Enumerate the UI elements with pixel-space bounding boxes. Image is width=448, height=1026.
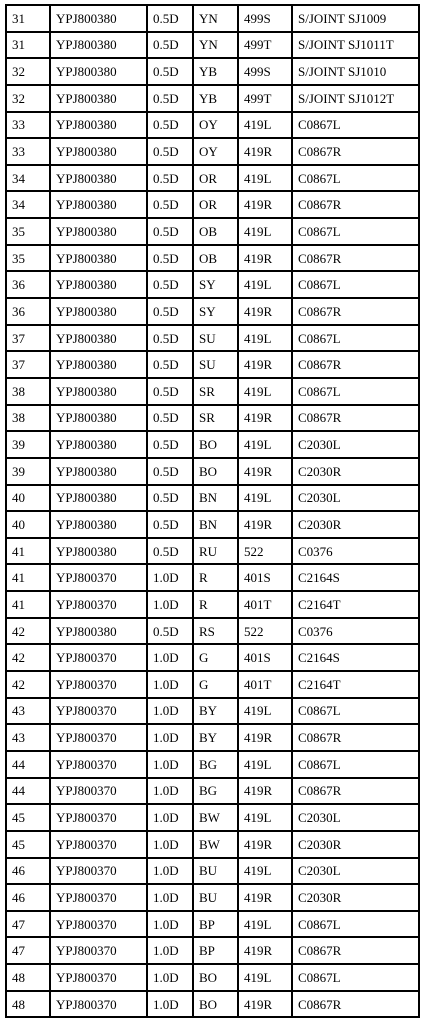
- wire-size-cell: 0.5D: [147, 58, 193, 85]
- wire-size-cell: 0.5D: [147, 378, 193, 405]
- table-row: [6, 591, 419, 618]
- wire-size-cell: 0.5D: [147, 405, 193, 432]
- circuit-code-cell: 419R: [238, 245, 292, 272]
- circuit-code-cell: 522: [238, 618, 292, 645]
- wire-color-cell: YB: [193, 58, 238, 85]
- connector-cell: C2164S: [292, 644, 419, 671]
- part-number-cell: YPJ800370: [50, 591, 147, 618]
- part-number-cell: YPJ800380: [50, 511, 147, 538]
- connector-cell: C2164T: [292, 671, 419, 698]
- pin-number-cell: 35: [6, 218, 50, 245]
- pin-number-cell: 33: [6, 112, 50, 139]
- table-row: [6, 485, 419, 512]
- part-number-cell: YPJ800370: [50, 751, 147, 778]
- pin-number-cell: 33: [6, 138, 50, 165]
- wire-color-cell: OB: [193, 218, 238, 245]
- wire-color-cell: BO: [193, 964, 238, 991]
- part-number-cell: YPJ800370: [50, 698, 147, 725]
- part-number-cell: YPJ800380: [50, 431, 147, 458]
- table-row: [6, 191, 419, 218]
- wire-size-cell: 1.0D: [147, 804, 193, 831]
- circuit-code-cell: 419L: [238, 431, 292, 458]
- table-row: [6, 112, 419, 139]
- table-row: [6, 884, 419, 911]
- table-body: [6, 5, 419, 1017]
- part-number-cell: YPJ800370: [50, 831, 147, 858]
- part-number-cell: YPJ800380: [50, 351, 147, 378]
- part-number-cell: YPJ800370: [50, 804, 147, 831]
- pin-number-cell: 47: [6, 937, 50, 964]
- circuit-code-cell: 419L: [238, 911, 292, 938]
- part-number-cell: YPJ800380: [50, 271, 147, 298]
- wire-size-cell: 0.5D: [147, 138, 193, 165]
- circuit-code-cell: 419L: [238, 218, 292, 245]
- table-row: [6, 351, 419, 378]
- wire-color-cell: BW: [193, 831, 238, 858]
- part-number-cell: YPJ800380: [50, 538, 147, 565]
- table-row: [6, 245, 419, 272]
- wire-size-cell: 0.5D: [147, 351, 193, 378]
- wire-color-cell: BN: [193, 511, 238, 538]
- pin-number-cell: 39: [6, 458, 50, 485]
- wire-color-cell: OY: [193, 112, 238, 139]
- part-number-cell: YPJ800380: [50, 165, 147, 192]
- table-row: [6, 325, 419, 352]
- pin-number-cell: 48: [6, 964, 50, 991]
- part-number-cell: YPJ800370: [50, 937, 147, 964]
- table-row: [6, 911, 419, 938]
- wire-color-cell: G: [193, 671, 238, 698]
- table-row: [6, 964, 419, 991]
- wire-color-cell: OY: [193, 138, 238, 165]
- wire-color-cell: SY: [193, 271, 238, 298]
- part-number-cell: YPJ800380: [50, 245, 147, 272]
- connector-cell: C0867R: [292, 138, 419, 165]
- connector-cell: C0376: [292, 538, 419, 565]
- circuit-code-cell: 499S: [238, 5, 292, 32]
- wire-size-cell: 0.5D: [147, 85, 193, 112]
- circuit-code-cell: 499T: [238, 32, 292, 59]
- circuit-code-cell: 419L: [238, 485, 292, 512]
- wire-size-cell: 0.5D: [147, 485, 193, 512]
- circuit-code-cell: 419L: [238, 325, 292, 352]
- connector-cell: S/JOINT SJ1010: [292, 58, 419, 85]
- connector-cell: S/JOINT SJ1011T: [292, 32, 419, 59]
- pin-number-cell: 44: [6, 778, 50, 805]
- part-number-cell: YPJ800380: [50, 618, 147, 645]
- wire-size-cell: 1.0D: [147, 884, 193, 911]
- circuit-code-cell: 419L: [238, 858, 292, 885]
- part-number-cell: YPJ800370: [50, 671, 147, 698]
- pin-number-cell: 43: [6, 724, 50, 751]
- part-number-cell: YPJ800380: [50, 485, 147, 512]
- part-number-cell: YPJ800380: [50, 378, 147, 405]
- table-row: [6, 378, 419, 405]
- connector-cell: C2164T: [292, 591, 419, 618]
- circuit-code-cell: 419R: [238, 884, 292, 911]
- pin-number-cell: 40: [6, 485, 50, 512]
- circuit-code-cell: 419R: [238, 191, 292, 218]
- wire-size-cell: 0.5D: [147, 32, 193, 59]
- connector-cell: C0867L: [292, 165, 419, 192]
- part-number-cell: YPJ800380: [50, 32, 147, 59]
- connector-cell: C2030R: [292, 884, 419, 911]
- part-number-cell: YPJ800370: [50, 884, 147, 911]
- pin-number-cell: 37: [6, 351, 50, 378]
- connector-cell: C2030L: [292, 485, 419, 512]
- circuit-code-cell: 419R: [238, 138, 292, 165]
- wire-size-cell: 0.5D: [147, 298, 193, 325]
- wire-size-cell: 1.0D: [147, 858, 193, 885]
- circuit-code-cell: 419L: [238, 964, 292, 991]
- wire-color-cell: BU: [193, 884, 238, 911]
- wire-size-cell: 1.0D: [147, 698, 193, 725]
- part-number-cell: YPJ800370: [50, 778, 147, 805]
- circuit-code-cell: 419R: [238, 351, 292, 378]
- circuit-code-cell: 419R: [238, 778, 292, 805]
- table-row: [6, 671, 419, 698]
- circuit-code-cell: 401S: [238, 644, 292, 671]
- wire-color-cell: R: [193, 591, 238, 618]
- connector-cell: C0867R: [292, 405, 419, 432]
- wire-size-cell: 1.0D: [147, 911, 193, 938]
- connector-cell: C0867R: [292, 991, 419, 1018]
- pin-number-cell: 34: [6, 191, 50, 218]
- pin-number-cell: 42: [6, 644, 50, 671]
- wire-color-cell: BP: [193, 937, 238, 964]
- part-number-cell: YPJ800380: [50, 191, 147, 218]
- circuit-code-cell: 419R: [238, 298, 292, 325]
- wire-size-cell: 1.0D: [147, 964, 193, 991]
- table-row: [6, 271, 419, 298]
- pin-number-cell: 45: [6, 804, 50, 831]
- wire-size-cell: 1.0D: [147, 991, 193, 1018]
- connector-cell: C0867L: [292, 964, 419, 991]
- connector-cell: C0867R: [292, 245, 419, 272]
- table-row: [6, 58, 419, 85]
- pin-number-cell: 47: [6, 911, 50, 938]
- table-row: [6, 644, 419, 671]
- pin-number-cell: 35: [6, 245, 50, 272]
- connector-cell: C0867R: [292, 724, 419, 751]
- part-number-cell: YPJ800380: [50, 405, 147, 432]
- connector-cell: C0867R: [292, 778, 419, 805]
- wire-color-cell: BU: [193, 858, 238, 885]
- connector-cell: C0376: [292, 618, 419, 645]
- pin-number-cell: 36: [6, 271, 50, 298]
- wire-size-cell: 1.0D: [147, 724, 193, 751]
- connector-cell: C0867L: [292, 911, 419, 938]
- wire-color-cell: SR: [193, 378, 238, 405]
- circuit-code-cell: 419R: [238, 724, 292, 751]
- wire-size-cell: 1.0D: [147, 591, 193, 618]
- wire-color-cell: YB: [193, 85, 238, 112]
- pin-number-cell: 38: [6, 405, 50, 432]
- circuit-code-cell: 499T: [238, 85, 292, 112]
- connector-cell: C0867R: [292, 351, 419, 378]
- pin-number-cell: 41: [6, 538, 50, 565]
- connector-cell: C0867L: [292, 698, 419, 725]
- part-number-cell: YPJ800380: [50, 138, 147, 165]
- pin-number-cell: 41: [6, 564, 50, 591]
- wire-size-cell: 0.5D: [147, 538, 193, 565]
- wire-size-cell: 0.5D: [147, 431, 193, 458]
- table-row: [6, 618, 419, 645]
- wire-color-cell: R: [193, 564, 238, 591]
- circuit-code-cell: 499S: [238, 58, 292, 85]
- pin-number-cell: 46: [6, 858, 50, 885]
- table-row: [6, 298, 419, 325]
- connector-cell: C0867L: [292, 271, 419, 298]
- wire-color-cell: BY: [193, 724, 238, 751]
- connector-cell: C0867L: [292, 751, 419, 778]
- part-number-cell: YPJ800380: [50, 58, 147, 85]
- pin-number-cell: 42: [6, 618, 50, 645]
- wire-color-cell: SU: [193, 325, 238, 352]
- connector-cell: C0867R: [292, 191, 419, 218]
- pin-number-cell: 43: [6, 698, 50, 725]
- wire-color-cell: BP: [193, 911, 238, 938]
- part-number-cell: YPJ800370: [50, 724, 147, 751]
- wire-color-cell: SY: [193, 298, 238, 325]
- circuit-code-cell: 419R: [238, 511, 292, 538]
- wire-color-cell: OR: [193, 165, 238, 192]
- connector-cell: C0867L: [292, 218, 419, 245]
- wire-size-cell: 0.5D: [147, 325, 193, 352]
- pin-number-cell: 48: [6, 991, 50, 1018]
- circuit-code-cell: 401T: [238, 591, 292, 618]
- connector-cell: C2030L: [292, 431, 419, 458]
- pin-number-cell: 38: [6, 378, 50, 405]
- part-number-cell: YPJ800370: [50, 644, 147, 671]
- table-row: [6, 564, 419, 591]
- circuit-code-cell: 419L: [238, 751, 292, 778]
- part-number-cell: YPJ800370: [50, 964, 147, 991]
- circuit-code-cell: 419R: [238, 405, 292, 432]
- connector-cell: S/JOINT SJ1009: [292, 5, 419, 32]
- pin-number-cell: 32: [6, 85, 50, 112]
- pin-number-cell: 39: [6, 431, 50, 458]
- pin-number-cell: 34: [6, 165, 50, 192]
- wire-size-cell: 0.5D: [147, 618, 193, 645]
- table-row: [6, 405, 419, 432]
- table-row: [6, 85, 419, 112]
- table-row: [6, 458, 419, 485]
- pin-number-cell: 31: [6, 5, 50, 32]
- part-number-cell: YPJ800380: [50, 85, 147, 112]
- circuit-code-cell: 419L: [238, 698, 292, 725]
- circuit-code-cell: 401S: [238, 564, 292, 591]
- connector-cell: C2030R: [292, 831, 419, 858]
- table-row: [6, 858, 419, 885]
- connector-cell: C0867R: [292, 298, 419, 325]
- wire-color-cell: YN: [193, 32, 238, 59]
- wire-size-cell: 1.0D: [147, 778, 193, 805]
- circuit-code-cell: 419L: [238, 378, 292, 405]
- circuit-code-cell: 419L: [238, 165, 292, 192]
- table-row: [6, 831, 419, 858]
- table-row: [6, 778, 419, 805]
- wire-color-cell: RS: [193, 618, 238, 645]
- connector-cell: C0867L: [292, 112, 419, 139]
- connector-cell: S/JOINT SJ1012T: [292, 85, 419, 112]
- wire-size-cell: 1.0D: [147, 644, 193, 671]
- table-row: [6, 431, 419, 458]
- pin-number-cell: 31: [6, 32, 50, 59]
- part-number-cell: YPJ800380: [50, 325, 147, 352]
- table-row: [6, 32, 419, 59]
- circuit-code-cell: 419R: [238, 991, 292, 1018]
- wire-size-cell: 1.0D: [147, 751, 193, 778]
- circuit-code-cell: 419R: [238, 831, 292, 858]
- wire-size-cell: 1.0D: [147, 937, 193, 964]
- table-row: [6, 511, 419, 538]
- part-number-cell: YPJ800380: [50, 5, 147, 32]
- wire-size-cell: 0.5D: [147, 165, 193, 192]
- wire-size-cell: 0.5D: [147, 191, 193, 218]
- table-row: [6, 937, 419, 964]
- wire-color-cell: OR: [193, 191, 238, 218]
- connector-cell: C2164S: [292, 564, 419, 591]
- wire-color-cell: BO: [193, 431, 238, 458]
- wire-size-cell: 1.0D: [147, 831, 193, 858]
- part-number-cell: YPJ800380: [50, 218, 147, 245]
- circuit-code-cell: 419L: [238, 804, 292, 831]
- part-number-cell: YPJ800380: [50, 298, 147, 325]
- part-number-cell: YPJ800370: [50, 911, 147, 938]
- wire-color-cell: BN: [193, 485, 238, 512]
- connector-cell: C2030L: [292, 858, 419, 885]
- wire-size-cell: 0.5D: [147, 458, 193, 485]
- circuit-code-cell: 419R: [238, 458, 292, 485]
- part-number-cell: YPJ800370: [50, 991, 147, 1018]
- wire-color-cell: BY: [193, 698, 238, 725]
- pin-number-cell: 42: [6, 671, 50, 698]
- pin-number-cell: 45: [6, 831, 50, 858]
- table-row: [6, 991, 419, 1018]
- wire-size-cell: 0.5D: [147, 112, 193, 139]
- pin-number-cell: 37: [6, 325, 50, 352]
- wire-color-cell: OB: [193, 245, 238, 272]
- pin-number-cell: 41: [6, 591, 50, 618]
- table-row: [6, 138, 419, 165]
- table-row: [6, 724, 419, 751]
- wire-color-cell: BG: [193, 778, 238, 805]
- wire-color-cell: SU: [193, 351, 238, 378]
- pin-number-cell: 46: [6, 884, 50, 911]
- wire-color-cell: YN: [193, 5, 238, 32]
- table-row: [6, 218, 419, 245]
- wire-size-cell: 0.5D: [147, 511, 193, 538]
- part-number-cell: YPJ800370: [50, 564, 147, 591]
- wire-size-cell: 0.5D: [147, 245, 193, 272]
- part-number-cell: YPJ800370: [50, 858, 147, 885]
- wire-size-cell: 1.0D: [147, 564, 193, 591]
- table-row: [6, 538, 419, 565]
- circuit-code-cell: 401T: [238, 671, 292, 698]
- wiring-table-container: [5, 4, 420, 1018]
- connector-cell: C0867L: [292, 325, 419, 352]
- table-row: [6, 698, 419, 725]
- connector-cell: C2030R: [292, 458, 419, 485]
- wire-color-cell: BW: [193, 804, 238, 831]
- circuit-code-cell: 522: [238, 538, 292, 565]
- circuit-code-cell: 419L: [238, 112, 292, 139]
- table-row: [6, 751, 419, 778]
- connector-cell: C2030L: [292, 804, 419, 831]
- table-row: [6, 5, 419, 32]
- table-row: [6, 804, 419, 831]
- pin-number-cell: 40: [6, 511, 50, 538]
- circuit-code-cell: 419R: [238, 937, 292, 964]
- wiring-table: [5, 4, 420, 1018]
- wire-size-cell: 0.5D: [147, 218, 193, 245]
- pin-number-cell: 32: [6, 58, 50, 85]
- pin-number-cell: 36: [6, 298, 50, 325]
- wire-size-cell: 0.5D: [147, 271, 193, 298]
- part-number-cell: YPJ800380: [50, 112, 147, 139]
- wire-color-cell: RU: [193, 538, 238, 565]
- pin-number-cell: 44: [6, 751, 50, 778]
- part-number-cell: YPJ800380: [50, 458, 147, 485]
- connector-cell: C0867L: [292, 378, 419, 405]
- wire-size-cell: 1.0D: [147, 671, 193, 698]
- circuit-code-cell: 419L: [238, 271, 292, 298]
- connector-cell: C2030R: [292, 511, 419, 538]
- table-row: [6, 165, 419, 192]
- wire-color-cell: BO: [193, 991, 238, 1018]
- wire-color-cell: SR: [193, 405, 238, 432]
- wire-size-cell: 0.5D: [147, 5, 193, 32]
- connector-cell: C0867R: [292, 937, 419, 964]
- wire-color-cell: BG: [193, 751, 238, 778]
- wire-color-cell: G: [193, 644, 238, 671]
- wire-color-cell: BO: [193, 458, 238, 485]
